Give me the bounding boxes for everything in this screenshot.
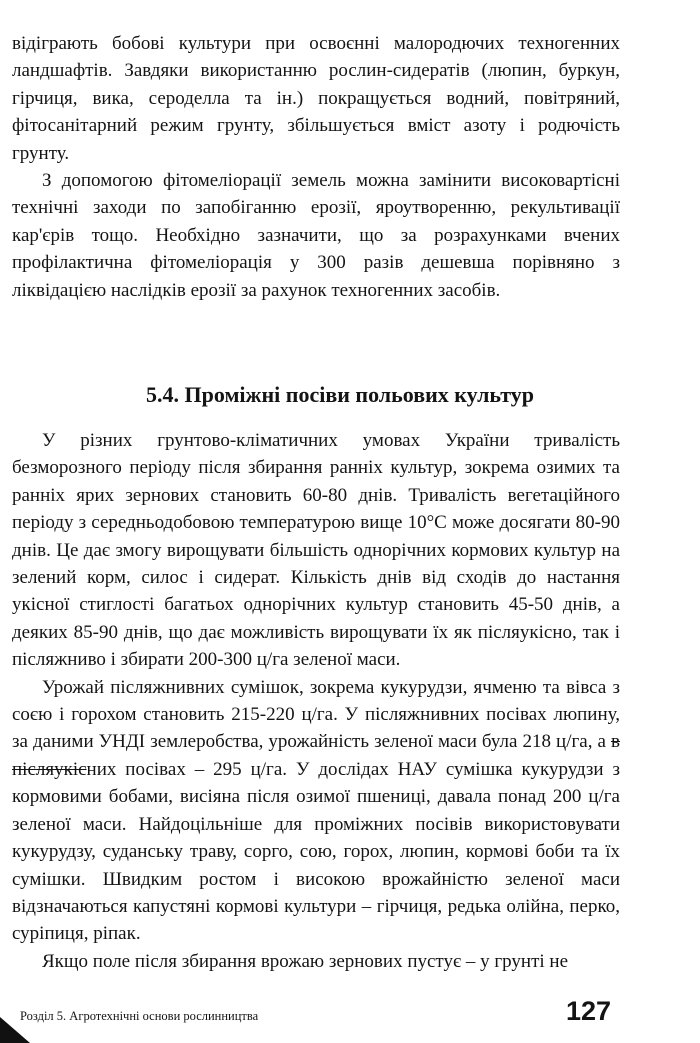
top-text-block xyxy=(12,30,620,304)
yields-text-1: Урожай післяжнивних сумішок, зокрема кукурудзи, ячменю та вівса з соєю і горохом становить 215-220 ц/га. У післяжнивних посівах люпину, за даними УНДІ землеробства, урожайність зеленої маси була 218 ц/га, а xyxy=(12,676,620,753)
section-body xyxy=(12,427,620,975)
struck-text: в післяукіс xyxy=(12,731,620,780)
page-corner-shadow xyxy=(0,1017,30,1043)
section-heading: 5.4. Проміжні посіви польових культур xyxy=(146,382,534,407)
running-footer: Розділ 5. Агротехнічні основи рослинництва xyxy=(20,1009,259,1023)
paragraph-frost-free-period: У різних грунтово-кліматичних умовах України тривалість безморозного періоду після збирання ранніх культур, зокрема озимих та ранніх ярих зернових становить 60-80 днів. Тривалість вегетаційного періоду з середньодобовою температурою вище 10°С може досягати 80-90 днів. Це дає змогу вирощувати більшість однорічних кормових культур на зелений корм, силос і сидерат. Кількість днів від сходів до настання укісної стиглості багатьох однорічних культур становить 45-50 днів, а деяких 85-90 днів, що дає можливість вирощувати їх як післяукісно, так і післяжниво і збирати 200-300 ц/га зеленої маси. xyxy=(12,430,620,671)
paragraph-empty-field: Якщо поле після збирання врожаю зернових пустує – у грунті не xyxy=(42,950,569,972)
yields-text-2: них посівах – 295 ц/га. У дослідах НАУ сумішка кукурудзи з кормовими бобами, висіяна після озимої пшениці, давала понад 200 ц/га зеленої маси. Найдоцільніше для проміжних посівів використовувати кукурудзу, суданську траву, сорго, сою, горох, люпин, кормові боби та їх сумішки. Швидким ростом і високою врожайністю зеленої маси відзначаються капустяні кормові культури – гірчиця, редька олійна, перко, суріпиця, ріпак. xyxy=(12,758,620,945)
paragraph-yields xyxy=(12,674,620,948)
page-number: 127 xyxy=(566,996,612,1026)
paragraph-phytomelioration: З допомогою фітомеліорації земель можна замінити високовартісні технічні заходи по запобіганню ерозії, яроутворенню, рекультивації кар'єрів тощо. Необхідно зазначити, що за розрахунками вчених профілактична фітомеліорація у 300 разів дешевша порівняно з ліквідацією наслідків ерозії за рахунок техногенних засобів. xyxy=(12,170,620,301)
paragraph-continuation: відіграють бобові культури при освоєнні малородючих техногенних ландшафтів. Завдяки використанню рослин-сидератів (люпин, буркун, гірчиця, вика, сероделла та ін.) покращується водний, повітряний, фітосанітарний режим грунту, збільшується вміст азоту і родючість грунту. xyxy=(12,33,620,164)
